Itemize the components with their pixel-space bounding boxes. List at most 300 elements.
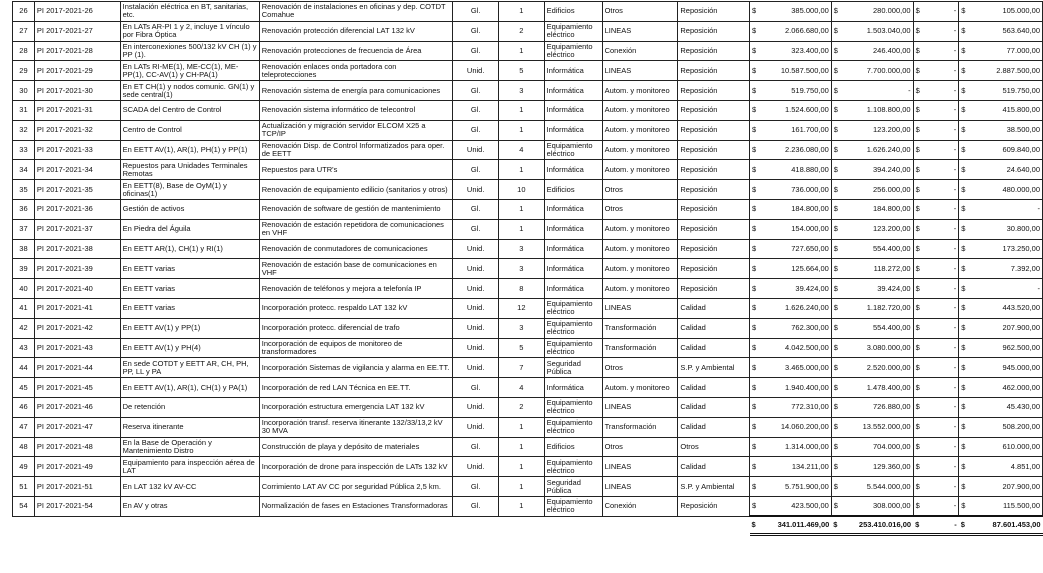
unit-cell: Unid. xyxy=(453,140,499,160)
amount-value: 129.360,00 xyxy=(873,461,911,471)
currency-symbol: $ xyxy=(961,65,966,75)
description-cell: Renovación Disp. de Control Informatizados para oper. de EETT xyxy=(259,140,453,160)
amount-value: 508.200,00 xyxy=(1002,422,1040,432)
subcategory-cell: Conexión xyxy=(602,41,678,61)
amount-value: 418.880,00 xyxy=(791,164,829,174)
amount-3-cell xyxy=(913,298,959,318)
total-amount-cell xyxy=(750,41,832,61)
description-cell: Renovación de software de gestión de mantenimiento xyxy=(259,199,453,219)
quantity-cell: 1 xyxy=(499,120,545,140)
location-cell: De retención xyxy=(120,397,259,417)
row-number-cell: 46 xyxy=(13,397,35,417)
description-cell: Renovación protección diferencial LAT 132 kV xyxy=(259,21,453,41)
quantity-cell: 12 xyxy=(499,298,545,318)
category-cell: Equipamiento eléctrico xyxy=(544,496,602,516)
project-code-cell: PI 2017-2021-37 xyxy=(34,219,120,239)
description-cell: Incorporación de drone para inspección de LATs 132 kV xyxy=(259,457,453,477)
unit-cell: Gl. xyxy=(453,2,499,22)
location-cell: Centro de Control xyxy=(120,120,259,140)
currency-symbol: $ xyxy=(752,164,757,174)
location-cell: En EETT varias xyxy=(120,279,259,299)
totals-row xyxy=(13,516,1043,534)
unit-cell: Unid. xyxy=(453,180,499,200)
amount-4-cell xyxy=(959,219,1043,239)
subcategory-cell: Autom. y monitoreo xyxy=(602,160,678,180)
amount-value: - xyxy=(953,65,957,75)
description-cell: Corrimiento LAT AV CC por seguridad Pública 2,5 km. xyxy=(259,477,453,497)
amount-2-cell xyxy=(831,61,913,81)
location-cell: En EETT AV(1), AR(1), PH(1) y PP(1) xyxy=(120,140,259,160)
type-cell: Reposición xyxy=(678,140,750,160)
location-cell: Equipamiento para inspección aérea de LAT xyxy=(120,457,259,477)
total-amount-cell xyxy=(750,457,832,477)
currency-symbol: $ xyxy=(915,6,920,16)
type-cell: Calidad xyxy=(678,298,750,318)
currency-symbol: $ xyxy=(915,461,920,471)
type-cell: Calidad xyxy=(678,318,750,338)
currency-symbol: $ xyxy=(751,519,756,529)
location-cell: En EETT AR(1), CH(1) y RI(1) xyxy=(120,239,259,259)
amount-3-cell xyxy=(913,417,959,437)
unit-cell: Unid. xyxy=(453,358,499,378)
total-amount-cell xyxy=(750,318,832,338)
total-amount-cell xyxy=(750,298,832,318)
total-amount-cell xyxy=(750,61,832,81)
amount-2-cell xyxy=(831,81,913,101)
type-cell: Reposición xyxy=(678,239,750,259)
amount-value: - xyxy=(953,243,957,253)
amount-value: 115.500,00 xyxy=(1003,501,1040,511)
project-code-cell: PI 2017-2021-51 xyxy=(34,477,120,497)
investment-plan-table xyxy=(12,1,1043,536)
subcategory-cell: Otros xyxy=(602,358,678,378)
category-cell: Informática xyxy=(544,259,602,279)
quantity-cell: 5 xyxy=(499,61,545,81)
project-code-cell: PI 2017-2021-42 xyxy=(34,318,120,338)
currency-symbol: $ xyxy=(752,45,757,55)
currency-symbol: $ xyxy=(915,105,920,115)
currency-symbol: $ xyxy=(961,26,966,36)
project-code-cell: PI 2017-2021-43 xyxy=(34,338,120,358)
currency-symbol: $ xyxy=(915,283,920,293)
amount-value: 1.503.040,00 xyxy=(866,26,911,36)
quantity-cell: 1 xyxy=(499,496,545,516)
amount-4-cell xyxy=(959,61,1043,81)
table-row xyxy=(13,298,1043,318)
amount-value: - xyxy=(953,224,957,234)
amount-4-cell xyxy=(959,180,1043,200)
currency-symbol: $ xyxy=(915,85,920,95)
row-number-cell: 32 xyxy=(13,120,35,140)
quantity-cell: 1 xyxy=(499,2,545,22)
location-cell: Gestión de activos xyxy=(120,199,259,219)
amount-4-cell xyxy=(959,21,1043,41)
table-row xyxy=(13,120,1043,140)
project-code-cell: PI 2017-2021-39 xyxy=(34,259,120,279)
subcategory-cell: LINEAS xyxy=(602,477,678,497)
amount-value: 256.000,00 xyxy=(873,184,911,194)
subcategory-cell: Autom. y monitoreo xyxy=(602,259,678,279)
currency-symbol: $ xyxy=(961,6,966,16)
table-row xyxy=(13,41,1043,61)
subcategory-cell: LINEAS xyxy=(602,397,678,417)
category-cell: Informática xyxy=(544,279,602,299)
amount-value: 1.626.240,00 xyxy=(785,303,829,313)
amount-3-cell xyxy=(913,279,959,299)
amount-value: 105.000,00 xyxy=(1002,6,1040,16)
unit-cell: Unid. xyxy=(453,338,499,358)
currency-symbol: $ xyxy=(961,501,966,511)
row-number-cell: 26 xyxy=(13,2,35,22)
currency-symbol: $ xyxy=(915,402,920,412)
total-amount-cell xyxy=(750,2,832,22)
subcategory-cell: LINEAS xyxy=(602,21,678,41)
description-cell: Incorporación Sistemas de vigilancia y alarma en EE.TT. xyxy=(259,358,453,378)
amount-value: 39.424,00 xyxy=(877,283,911,293)
quantity-cell: 2 xyxy=(499,397,545,417)
amount-3-cell xyxy=(913,437,959,457)
amount-value: 609.840,00 xyxy=(1002,144,1040,154)
table-row xyxy=(13,279,1043,299)
amount-value: 308.000,00 xyxy=(873,501,911,511)
category-cell: Informática xyxy=(544,219,602,239)
row-number-cell: 40 xyxy=(13,279,35,299)
currency-symbol: $ xyxy=(961,105,966,115)
currency-symbol: $ xyxy=(833,224,838,234)
total-amount-cell xyxy=(750,21,832,41)
quantity-cell: 1 xyxy=(499,417,545,437)
currency-symbol: $ xyxy=(752,441,757,451)
location-cell: En AV y otras xyxy=(120,496,259,516)
project-code-cell: PI 2017-2021-32 xyxy=(34,120,120,140)
location-cell: Reserva itinerante xyxy=(120,417,259,437)
unit-cell: Gl. xyxy=(453,219,499,239)
currency-symbol: $ xyxy=(752,243,757,253)
currency-symbol: $ xyxy=(961,263,966,273)
row-number-cell: 38 xyxy=(13,239,35,259)
amount-value: 610.000,00 xyxy=(1002,441,1040,451)
unit-cell: Gl. xyxy=(453,100,499,120)
totals-spacer-cell xyxy=(453,516,499,534)
amount-value: - xyxy=(953,323,957,333)
row-number-cell: 28 xyxy=(13,41,35,61)
table-row xyxy=(13,457,1043,477)
category-cell: Edificios xyxy=(544,437,602,457)
currency-symbol: $ xyxy=(915,26,920,36)
currency-symbol: $ xyxy=(915,342,920,352)
description-cell: Incorporación de equipos de monitoreo de transformadores xyxy=(259,338,453,358)
amount-value: 563.640,00 xyxy=(1002,26,1040,36)
amount-value: 184.800,00 xyxy=(873,204,911,214)
amount-3-cell xyxy=(913,199,959,219)
amount-value: 323.400,00 xyxy=(791,45,829,55)
description-cell: Incorporación protecc. diferencial de trafo xyxy=(259,318,453,338)
description-cell: Renovación enlaces onda portadora con teleprotecciones xyxy=(259,61,453,81)
amount-value: 13.552.000,00 xyxy=(862,422,911,432)
type-cell: Calidad xyxy=(678,378,750,398)
unit-cell: Gl. xyxy=(453,160,499,180)
amount-value: 704.000,00 xyxy=(873,441,911,451)
total-amount-cell xyxy=(750,160,832,180)
row-number-cell: 37 xyxy=(13,219,35,239)
currency-symbol: $ xyxy=(833,362,838,372)
currency-symbol: $ xyxy=(961,144,966,154)
currency-symbol: $ xyxy=(752,303,757,313)
unit-cell: Gl. xyxy=(453,496,499,516)
grand-total-2-cell xyxy=(831,516,913,534)
totals-spacer-cell xyxy=(499,516,545,534)
description-cell: Renovación protecciones de frecuencia de Área xyxy=(259,41,453,61)
amount-value: 962.500,00 xyxy=(1002,342,1040,352)
category-cell: Equipamiento eléctrico xyxy=(544,298,602,318)
currency-symbol: $ xyxy=(915,422,920,432)
total-amount-cell xyxy=(750,279,832,299)
amount-value: 1.626.240,00 xyxy=(866,144,911,154)
quantity-cell: 10 xyxy=(499,180,545,200)
quantity-cell: 3 xyxy=(499,239,545,259)
category-cell: Seguridad Pública xyxy=(544,358,602,378)
currency-symbol: $ xyxy=(915,125,920,135)
amount-value: - xyxy=(953,481,957,491)
amount-2-cell xyxy=(831,259,913,279)
table-row xyxy=(13,338,1043,358)
currency-symbol: $ xyxy=(752,402,757,412)
project-code-cell: PI 2017-2021-41 xyxy=(34,298,120,318)
amount-value: 134.211,00 xyxy=(791,461,829,471)
project-code-cell: PI 2017-2021-54 xyxy=(34,496,120,516)
row-number-cell: 44 xyxy=(13,358,35,378)
amount-value: 154.000,00 xyxy=(791,224,829,234)
currency-symbol: $ xyxy=(833,342,838,352)
project-code-cell: PI 2017-2021-29 xyxy=(34,61,120,81)
currency-symbol: $ xyxy=(915,481,920,491)
amount-value: - xyxy=(953,342,957,352)
currency-symbol: $ xyxy=(961,441,966,451)
amount-value: 415.800,00 xyxy=(1002,105,1040,115)
type-cell: Reposición xyxy=(678,279,750,299)
quantity-cell: 3 xyxy=(499,259,545,279)
unit-cell: Gl. xyxy=(453,41,499,61)
amount-value: 480.000,00 xyxy=(1002,184,1040,194)
totals-spacer-cell xyxy=(13,516,35,534)
amount-value: 253.410.016,00 xyxy=(858,519,912,529)
currency-symbol: $ xyxy=(915,382,920,392)
amount-3-cell xyxy=(913,496,959,516)
amount-4-cell xyxy=(959,120,1043,140)
location-cell: En EETT AV(1) y PH(4) xyxy=(120,338,259,358)
amount-value: - xyxy=(908,85,911,95)
amount-4-cell xyxy=(959,239,1043,259)
row-number-cell: 54 xyxy=(13,496,35,516)
amount-value: 772.310,00 xyxy=(791,402,829,412)
row-number-cell: 49 xyxy=(13,457,35,477)
row-number-cell: 41 xyxy=(13,298,35,318)
subcategory-cell: LINEAS xyxy=(602,298,678,318)
currency-symbol: $ xyxy=(752,26,757,36)
amount-2-cell xyxy=(831,397,913,417)
amount-value: 2.236.080,00 xyxy=(785,144,829,154)
description-cell: Renovación sistema de energía para comunicaciones xyxy=(259,81,453,101)
total-amount-cell xyxy=(750,259,832,279)
amount-4-cell xyxy=(959,397,1043,417)
row-number-cell: 33 xyxy=(13,140,35,160)
row-number-cell: 45 xyxy=(13,378,35,398)
amount-2-cell xyxy=(831,160,913,180)
currency-symbol: $ xyxy=(833,441,838,451)
subcategory-cell: Transformación xyxy=(602,417,678,437)
type-cell: Reposición xyxy=(678,160,750,180)
type-cell: Calidad xyxy=(678,397,750,417)
amount-value: 762.300,00 xyxy=(791,323,829,333)
currency-symbol: $ xyxy=(833,382,838,392)
amount-2-cell xyxy=(831,120,913,140)
quantity-cell: 1 xyxy=(499,437,545,457)
location-cell: En LATs RI-ME(1), ME-CC(1), ME-PP(1), CC-AV(1) y CH-PA(1) xyxy=(120,61,259,81)
type-cell: Reposición xyxy=(678,61,750,81)
description-cell: Actualización y migración servidor ELCOM X25 a TCP/IP xyxy=(259,120,453,140)
amount-3-cell xyxy=(913,358,959,378)
currency-symbol: $ xyxy=(752,184,757,194)
category-cell: Informática xyxy=(544,160,602,180)
currency-symbol: $ xyxy=(833,263,838,273)
currency-symbol: $ xyxy=(833,481,838,491)
table-row xyxy=(13,496,1043,516)
currency-symbol: $ xyxy=(833,144,838,154)
table-row xyxy=(13,437,1043,457)
amount-value: 519.750,00 xyxy=(791,85,829,95)
amount-4-cell xyxy=(959,378,1043,398)
table-row xyxy=(13,259,1043,279)
subcategory-cell: Transformación xyxy=(602,338,678,358)
amount-value: 7.700.000,00 xyxy=(866,65,911,75)
unit-cell: Gl. xyxy=(453,437,499,457)
location-cell: En EETT(8), Base de OyM(1) y oficinas(1) xyxy=(120,180,259,200)
category-cell: Equipamiento eléctrico xyxy=(544,338,602,358)
currency-symbol: $ xyxy=(833,164,838,174)
row-number-cell: 36 xyxy=(13,199,35,219)
amount-4-cell xyxy=(959,279,1043,299)
unit-cell: Unid. xyxy=(453,279,499,299)
currency-symbol: $ xyxy=(961,342,966,352)
amount-value: 1.108.800,00 xyxy=(866,105,911,115)
currency-symbol: $ xyxy=(833,105,838,115)
quantity-cell: 1 xyxy=(499,219,545,239)
amount-value: 123.200,00 xyxy=(873,125,911,135)
amount-value: 423.500,00 xyxy=(791,501,829,511)
amount-2-cell xyxy=(831,100,913,120)
amount-4-cell xyxy=(959,358,1043,378)
amount-3-cell xyxy=(913,41,959,61)
location-cell: En sede COTDT y EETT AR, CH, PH, PP, LL y PA xyxy=(120,358,259,378)
description-cell: Renovación sistema informático de telecontrol xyxy=(259,100,453,120)
unit-cell: Unid. xyxy=(453,298,499,318)
currency-symbol: $ xyxy=(833,461,838,471)
type-cell: Otros xyxy=(678,437,750,457)
currency-symbol: $ xyxy=(915,501,920,511)
project-code-cell: PI 2017-2021-38 xyxy=(34,239,120,259)
table-row xyxy=(13,358,1043,378)
category-cell: Equipamiento eléctrico xyxy=(544,140,602,160)
quantity-cell: 8 xyxy=(499,279,545,299)
project-code-cell: PI 2017-2021-44 xyxy=(34,358,120,378)
quantity-cell: 1 xyxy=(499,457,545,477)
amount-value: - xyxy=(953,402,957,412)
row-number-cell: 51 xyxy=(13,477,35,497)
subcategory-cell: Autom. y monitoreo xyxy=(602,81,678,101)
unit-cell: Gl. xyxy=(453,81,499,101)
category-cell: Informática xyxy=(544,61,602,81)
type-cell: S.P. y Ambiental xyxy=(678,358,750,378)
currency-symbol: $ xyxy=(752,65,757,75)
table-row xyxy=(13,318,1043,338)
currency-symbol: $ xyxy=(833,45,838,55)
amount-value: 207.900,00 xyxy=(1002,323,1040,333)
total-amount-cell xyxy=(750,239,832,259)
amount-2-cell xyxy=(831,279,913,299)
category-cell: Equipamiento eléctrico xyxy=(544,41,602,61)
amount-value: - xyxy=(953,204,957,214)
description-cell: Normalización de fases en Estaciones Transformadoras xyxy=(259,496,453,516)
grand-total-4-cell xyxy=(959,516,1043,534)
amount-value: 5.544.000,00 xyxy=(866,481,911,491)
currency-symbol: $ xyxy=(915,144,920,154)
category-cell: Edificios xyxy=(544,180,602,200)
amount-value: - xyxy=(953,144,957,154)
currency-symbol: $ xyxy=(961,224,966,234)
subcategory-cell: Otros xyxy=(602,199,678,219)
currency-symbol: $ xyxy=(752,481,757,491)
row-number-cell: 35 xyxy=(13,180,35,200)
category-cell: Equipamiento eléctrico xyxy=(544,21,602,41)
currency-symbol: $ xyxy=(915,303,920,313)
table-row xyxy=(13,61,1043,81)
amount-4-cell xyxy=(959,457,1043,477)
amount-3-cell xyxy=(913,180,959,200)
amount-4-cell xyxy=(959,477,1043,497)
table-row xyxy=(13,397,1043,417)
table-row xyxy=(13,140,1043,160)
amount-4-cell xyxy=(959,100,1043,120)
currency-symbol: $ xyxy=(752,342,757,352)
type-cell: Reposición xyxy=(678,496,750,516)
amount-value: 554.400,00 xyxy=(873,323,911,333)
project-code-cell: PI 2017-2021-47 xyxy=(34,417,120,437)
currency-symbol: $ xyxy=(961,461,966,471)
currency-symbol: $ xyxy=(915,243,920,253)
project-code-cell: PI 2017-2021-46 xyxy=(34,397,120,417)
project-code-cell: PI 2017-2021-31 xyxy=(34,100,120,120)
unit-cell: Gl. xyxy=(453,199,499,219)
currency-symbol: $ xyxy=(915,323,920,333)
amount-value: - xyxy=(953,362,957,372)
project-code-cell: PI 2017-2021-45 xyxy=(34,378,120,398)
currency-symbol: $ xyxy=(961,85,966,95)
amount-value: - xyxy=(953,164,957,174)
amount-2-cell xyxy=(831,298,913,318)
category-cell: Informática xyxy=(544,81,602,101)
amount-3-cell xyxy=(913,219,959,239)
project-code-cell: PI 2017-2021-35 xyxy=(34,180,120,200)
subcategory-cell: LINEAS xyxy=(602,61,678,81)
amount-value: 519.750,00 xyxy=(1002,85,1040,95)
amount-value: - xyxy=(953,283,957,293)
row-number-cell: 30 xyxy=(13,81,35,101)
currency-symbol: $ xyxy=(833,26,838,36)
amount-value: 207.900,00 xyxy=(1002,481,1040,491)
amount-value: - xyxy=(1037,283,1040,293)
category-cell: Informática xyxy=(544,378,602,398)
currency-symbol: $ xyxy=(961,382,966,392)
